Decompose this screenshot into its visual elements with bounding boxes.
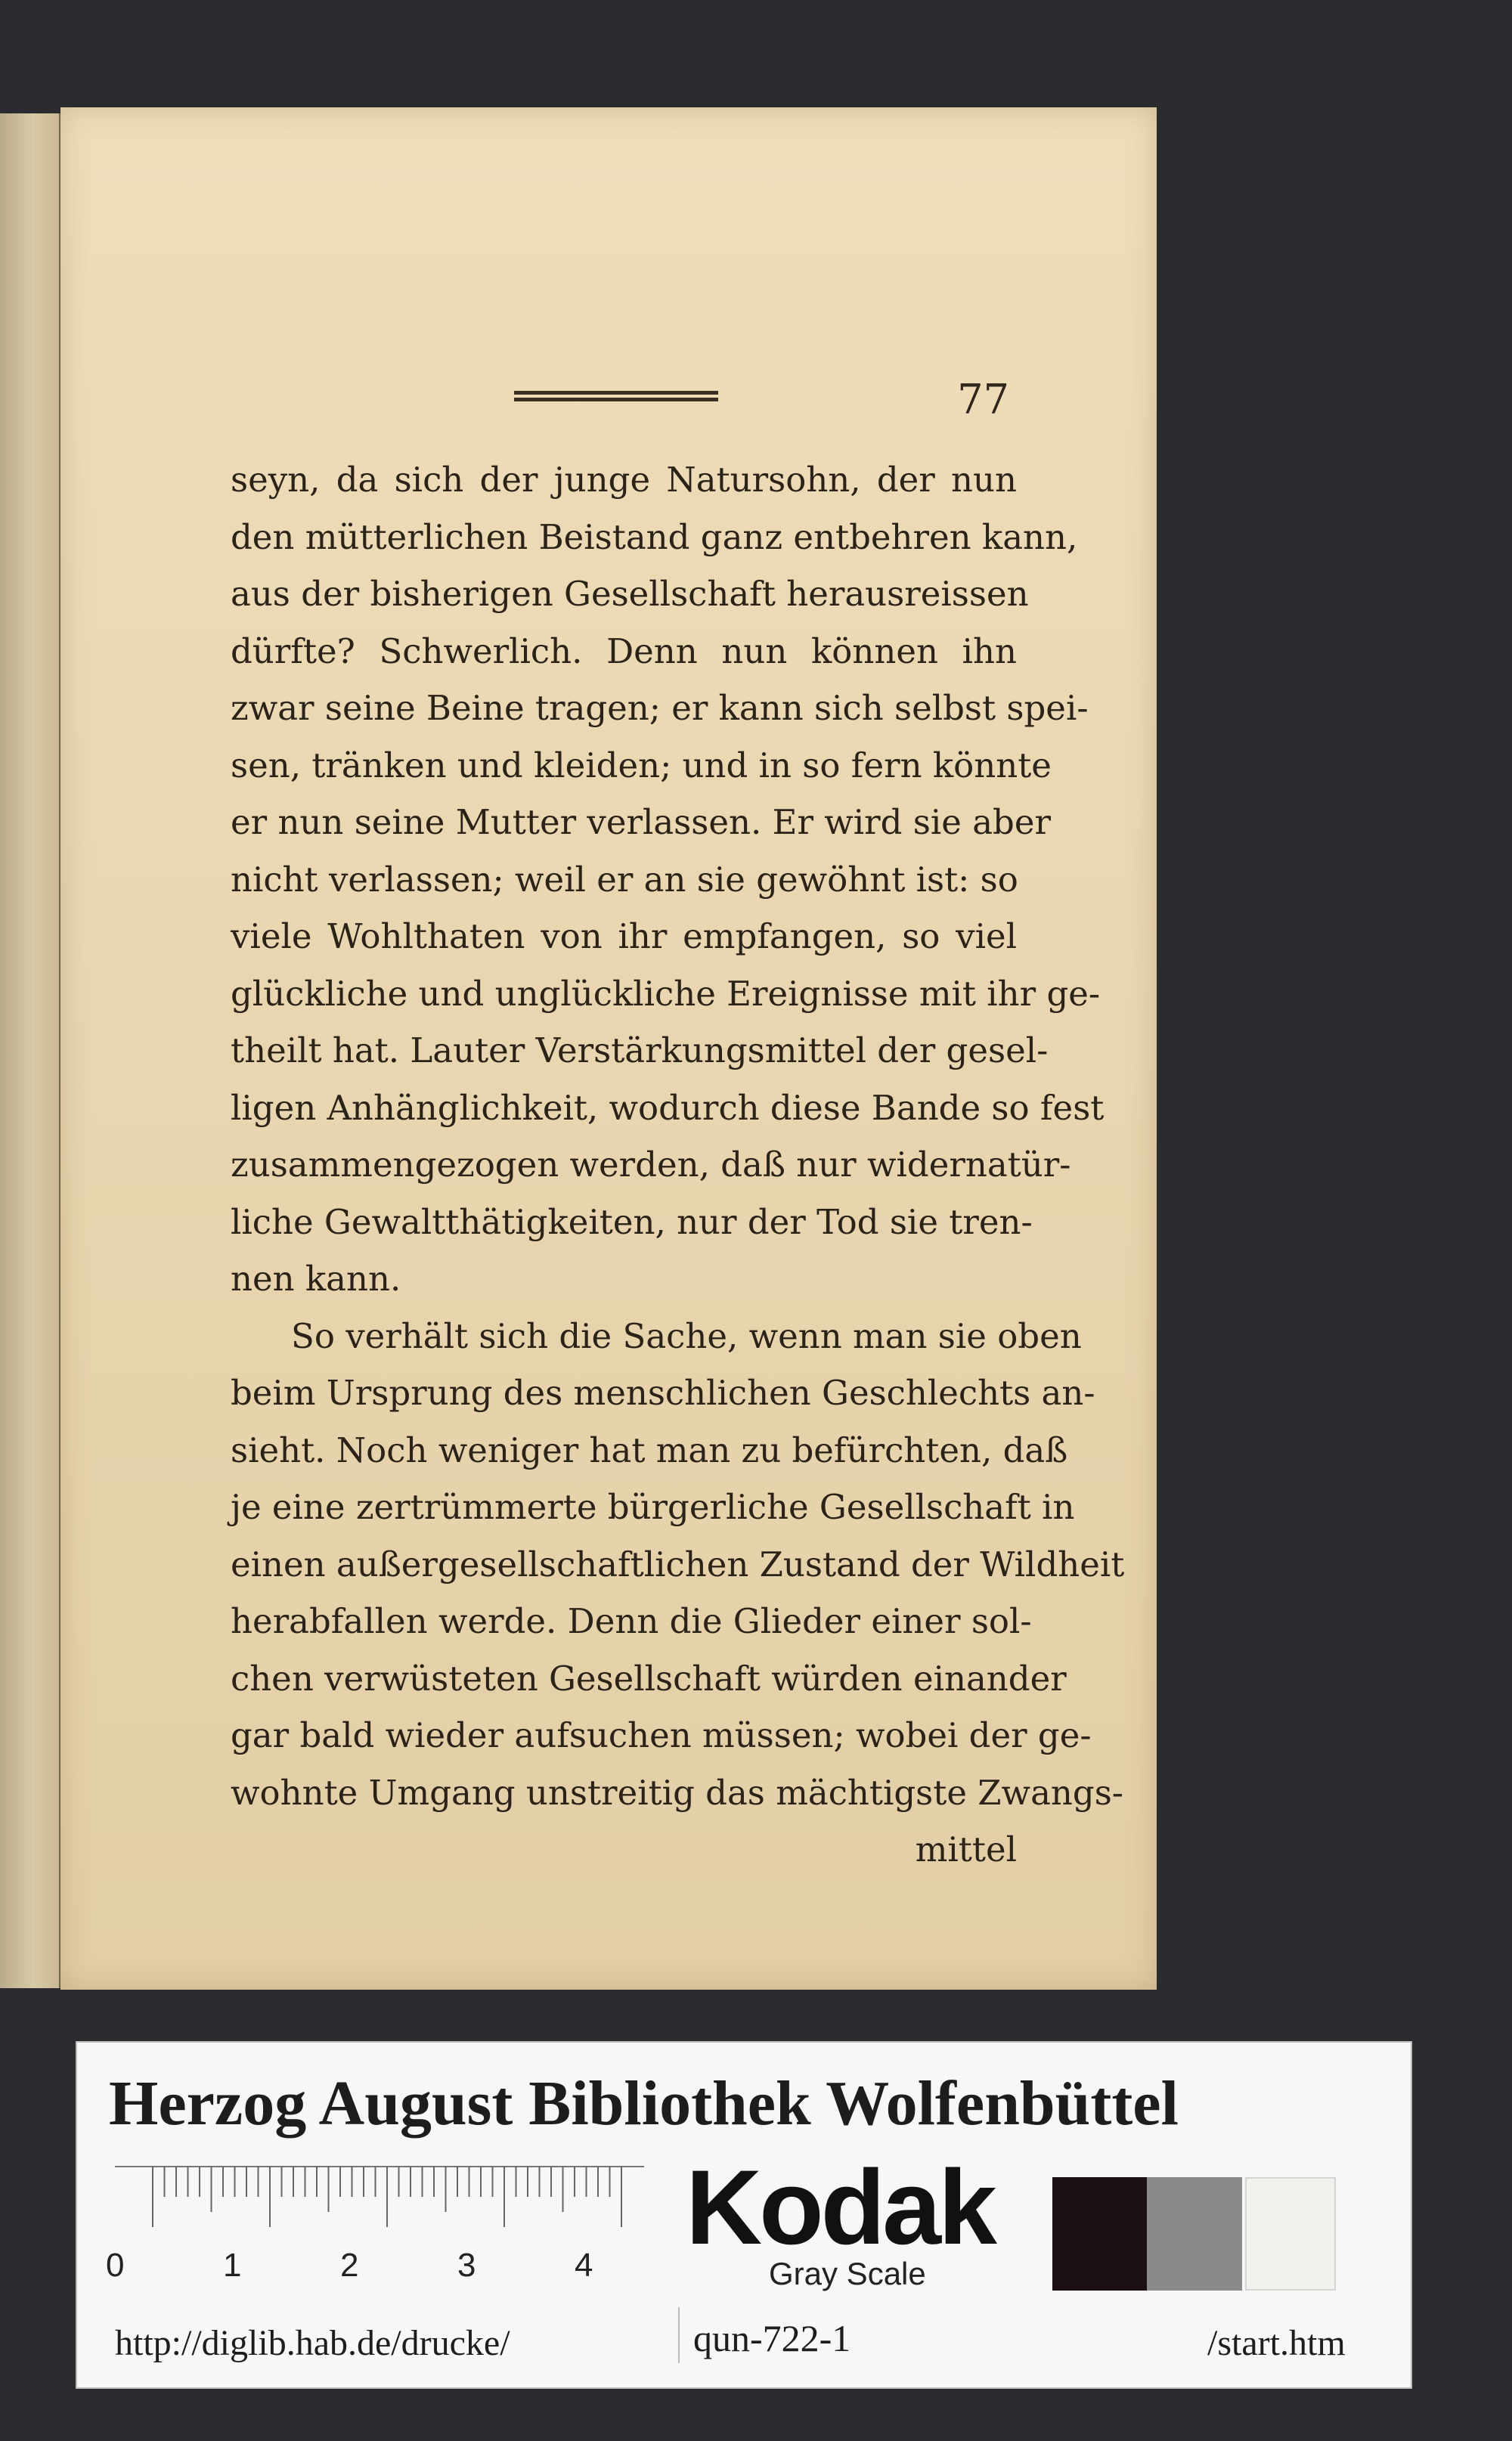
black-swatch [1052,2177,1148,2291]
ruler-ticks [153,2167,621,2227]
text-line: herabfallen werde. Denn die Glieder einer sol- [231,1601,1032,1641]
measurement-ruler [115,2164,644,2232]
document-id: qun-722-1 [678,2307,905,2363]
adjacent-page-edge [0,113,59,1988]
text-line: er nun seine Mutter verlassen. Er wird sie aber [231,802,1051,842]
text-line: liche Gewaltthätigkeiten, nur der Tod sie tren- [231,1201,1033,1242]
text-line: dürfte? Schwerlich. Denn nun können ihn [231,630,1017,671]
gray-scale-label: Gray Scale [769,2256,926,2291]
text-line: sieht. Noch weniger hat man zu befürchten, daß [231,1430,1068,1470]
ruler-number: 3 [457,2247,476,2284]
text-line: So verhält sich die Sache, wenn man sie oben [291,1315,1082,1356]
body-text [231,451,1125,1879]
text-line: glückliche und unglückliche Ereignisse mit ihr ge- [231,973,1101,1014]
text-line: sen, tränken und kleiden; und in so fern könnte [231,745,1052,785]
text-line: chen verwüsteten Gesellschaft würden einander [231,1658,1067,1699]
book-page [60,107,1157,1990]
ruler-number: 4 [575,2247,593,2284]
text-line: wohnte Umgang unstreitig das mächtigste Zwangs- [231,1772,1123,1813]
catchword: mittel [915,1829,1017,1869]
text-line: zwar seine Beine tragen; er kann sich selbst spei- [231,688,1089,728]
library-title: Herzog August Bibliothek Wolfenbüttel [109,2068,1179,2139]
ruler-number: 2 [340,2247,359,2284]
page-number: 77 [957,376,1009,423]
text-line: einen außergesellschaftlichen Zustand der Wildheit [231,1544,1125,1584]
ruler-number: 0 [106,2247,125,2284]
text-line: nen kann. [231,1259,401,1299]
white-swatch [1245,2177,1336,2291]
color-calibration-card [76,2041,1412,2389]
text-line: seyn, da sich der junge Natursohn, der nun [231,460,1017,500]
text-line: beim Ursprung des menschlichen Geschlechts an- [231,1373,1095,1413]
url-suffix: /start.htm [1207,2323,1346,2363]
text-line: gar bald wieder aufsuchen müssen; wobei der ge- [231,1715,1092,1755]
header-rule [514,391,718,401]
text-line: aus der bisherigen Gesellschaft herausreissen [231,574,1029,614]
text-line: zusammengezogen werden, daß nur widernatür- [231,1145,1071,1185]
gray-swatch [1147,2177,1242,2291]
ruler-number: 1 [223,2247,242,2284]
text-line: ligen Anhänglichkeit, wodurch diese Bande so fest [231,1087,1105,1128]
text-line: den mütterlichen Beistand ganz entbehren kann, [231,516,1078,557]
url-prefix: http://diglib.hab.de/drucke/ [115,2323,510,2363]
kodak-logo: Kodak [686,2148,994,2266]
text-line: viele Wohlthaten von ihr empfangen, so viel [231,916,1017,956]
text-line: je eine zertrümmerte bürgerliche Gesellschaft in [231,1487,1075,1527]
text-line: theilt hat. Lauter Verstärkungsmittel der gesel- [231,1030,1049,1070]
text-line: nicht verlassen; weil er an sie gewöhnt ist: so [231,859,1018,900]
